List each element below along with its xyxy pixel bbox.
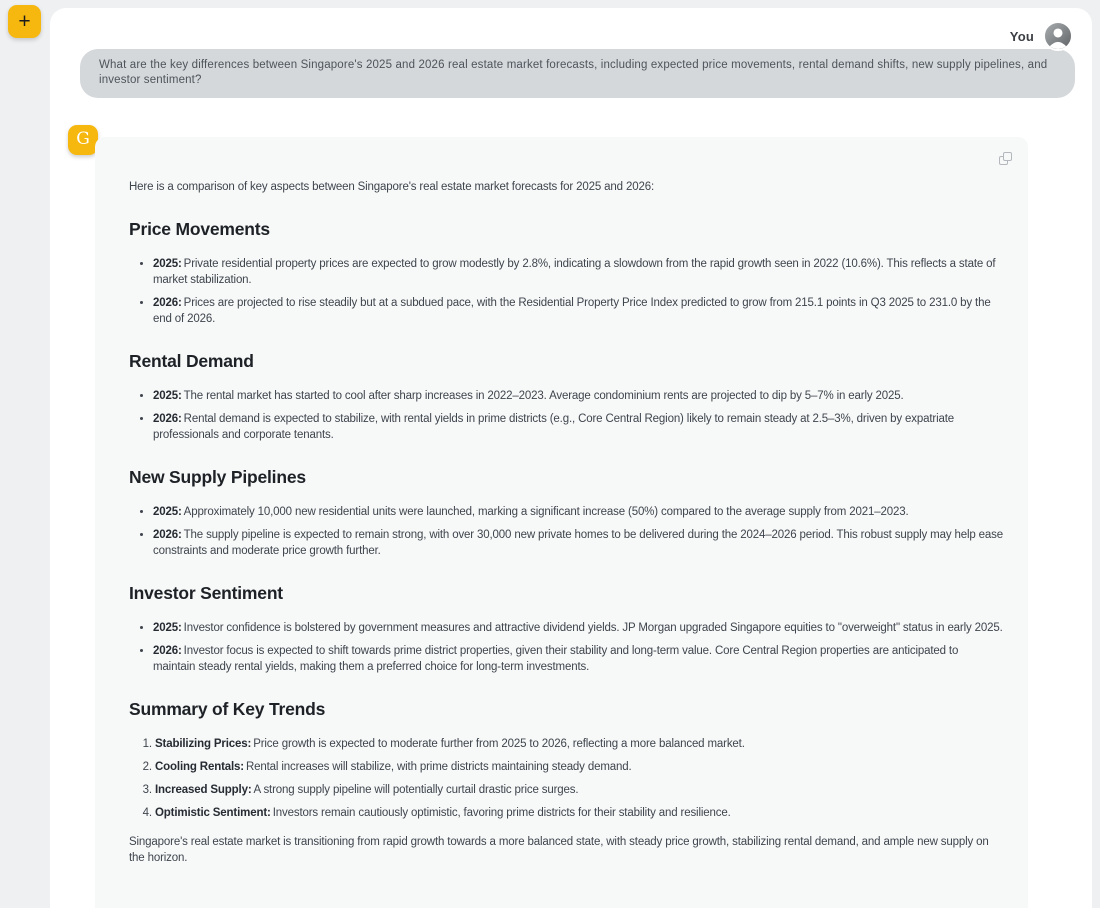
- list-item: • 2026: Rental demand is expected to stabilize, with rental yields in prime districts (e.g., Core Central Region) likely to remain steady at 2.5–3%, driven by expatriate professionals and corporate tenants.: [153, 411, 1003, 443]
- list-item: • 2025: Private residential property prices are expected to grow modestly by 2.8%, indicating a slowdown from the rapid growth seen in 2022 (10.6%). This reflects a state of market stabilization.: [153, 256, 1003, 288]
- section-heading-investor-sentiment: Investor Sentiment: [129, 583, 283, 603]
- list-item: 2. Cooling Rentals: Rental increases will stabilize, with prime districts maintaining steady demand.: [155, 759, 1003, 775]
- list-item: • 2026: Prices are projected to rise steadily but at a subdued pace, with the Residential Property Price Index predicted to grow from 215.1 points in Q3 2025 to 231.0 by the end of 2026.: [153, 295, 1003, 327]
- user-avatar[interactable]: [1043, 21, 1073, 51]
- conversation-panel: [50, 8, 1092, 908]
- section-heading-summary: Summary of Key Trends: [129, 699, 326, 719]
- user-name-label: You: [1009, 28, 1034, 44]
- copy-response-button[interactable]: [997, 151, 1015, 169]
- investor-sentiment-list: [129, 620, 1003, 675]
- section-heading-price-movements: Price Movements: [129, 219, 270, 239]
- list-item: • 2026: Investor focus is expected to shift towards prime district properties, given their stability and long-term value. Core Central Region properties are anticipated to maintain steady rental yields, making them a preferred choice for long-term investments.: [153, 643, 1003, 675]
- price-movements-list: [129, 256, 1003, 327]
- section-heading-rental-demand: Rental Demand: [129, 351, 254, 371]
- list-item: 1. Stabilizing Prices: Price growth is expected to moderate further from 2025 to 2026, reflecting a more balanced market.: [155, 736, 1003, 752]
- list-item: • 2026: The supply pipeline is expected to remain strong, with over 30,000 new private homes to be delivered during the 2024–2026 period. This robust supply may help ease constraints and moderate price growth further.: [153, 527, 1003, 559]
- plus-icon: +: [18, 9, 31, 33]
- list-item: • 2025: Approximately 10,000 new residential units were launched, marking a significant increase (50%) compared to the average supply from 2021–2023.: [153, 504, 1003, 520]
- assistant-response-card: [95, 137, 1028, 908]
- rental-demand-list: [129, 388, 1003, 443]
- list-item: 4. Optimistic Sentiment: Investors remain cautiously optimistic, favoring prime districts for their stability and resilience.: [155, 805, 1003, 821]
- list-item: • 2025: Investor confidence is bolstered by government measures and attractive dividend yields. JP Morgan upgraded Singapore equities to "overweight" status in early 2025.: [153, 620, 1003, 636]
- new-supply-pipelines-list: [129, 504, 1003, 559]
- summary-list: [129, 736, 1003, 821]
- list-item: • 2025: The rental market has started to cool after sharp increases in 2022–2023. Average condominium rents are projected to dip by 5–7% in early 2025.: [153, 388, 1003, 404]
- person-icon: [1045, 23, 1071, 49]
- response-closing: Singapore's real estate market is transitioning from rapid growth towards a more balanced state, with steady price growth, stabilizing rental demand, and ample new supply on the horizon.: [129, 836, 989, 864]
- user-message-bubble: What are the key differences between Singapore's 2025 and 2026 real estate market forecasts, including expected price movements, rental demand shifts, new supply pipelines, and investor sentiment?: [80, 49, 1075, 98]
- assistant-avatar: [68, 125, 98, 155]
- new-chat-button[interactable]: [8, 5, 41, 38]
- assistant-logo-letter: G: [76, 129, 90, 149]
- section-heading-new-supply-pipelines: New Supply Pipelines: [129, 467, 306, 487]
- response-intro: Here is a comparison of key aspects between Singapore's real estate market forecasts for 2025 and 2026:: [129, 181, 654, 193]
- user-message-header: [80, 18, 1075, 54]
- assistant-message-row: [76, 129, 1075, 908]
- list-item: 3. Increased Supply: A strong supply pipeline will potentially curtail drastic price surges.: [155, 782, 1003, 798]
